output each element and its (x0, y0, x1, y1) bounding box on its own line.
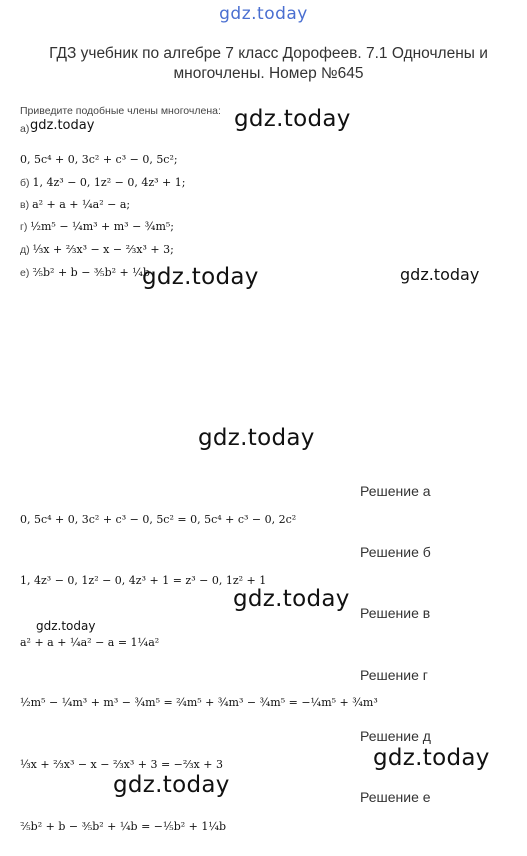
task-item (20, 220, 174, 233)
task-item-expression: ⅖b² + b − ⅗b² + ¼b (32, 266, 150, 279)
solution-title: Решение б (360, 544, 431, 560)
task-item-expression: ½m⁵ − ¼m³ + m³ − ¾m⁵; (30, 220, 175, 233)
task-item (20, 176, 185, 189)
solution-expression: ½m⁵ − ¼m³ + m³ − ¾m⁵ = ²⁄₄m⁵ + ¾m³ − ¾m⁵ = −¼m⁵ + ¾m³ (20, 696, 378, 709)
task-item-label: е) (20, 267, 30, 279)
task-item-expression: ⅓x + ⅔x³ − x − ⅔x³ + 3; (32, 243, 174, 256)
task-item-expression: a² + a + ¼a² − a; (32, 198, 131, 211)
task-item-label: д) (20, 244, 30, 256)
site-link[interactable]: gdz.today (219, 4, 308, 24)
watermark: gdz.today (233, 586, 350, 612)
page-title: ГДЗ учебник по алгебре 7 класс Дорофеев. 7.1 Одночлены и многочлены. Номер №645 (49, 45, 488, 82)
task-item-label: г) (20, 221, 28, 233)
solution-title: Решение а (360, 483, 431, 499)
solution-expression: ⅓x + ⅔x³ − x − ⅔x³ + 3 = −⅔x + 3 (20, 758, 223, 771)
task-item (20, 266, 150, 279)
task-item (20, 243, 174, 256)
task-item-expression: 1, 4z³ − 0, 1z² − 0, 4z³ + 1; (32, 176, 186, 189)
task-item-label: б) (20, 177, 30, 189)
solution-expression: 0, 5c⁴ + 0, 3c² + c³ − 0, 5c² = 0, 5c⁴ + c³ − 0, 2c² (20, 513, 297, 526)
solution-title: Решение д (360, 728, 431, 744)
task-item (20, 198, 130, 211)
task-item-label: в) (20, 199, 30, 211)
watermark: gdz.today (400, 265, 480, 284)
task-a-expression: 0, 5c⁴ + 0, 3c² + c³ − 0, 5c²; (20, 153, 178, 166)
solution-title: Решение в (360, 605, 431, 621)
watermark: gdz.today (234, 106, 351, 132)
solution-expression: 1, 4z³ − 0, 1z² − 0, 4z³ + 1 = z³ − 0, 1z² + 1 (20, 574, 267, 587)
task-a-label: а) (20, 123, 30, 135)
solution-title: Решение е (360, 789, 431, 805)
solution-expression: a² + a + ¼a² − a = 1¼a² (20, 636, 160, 649)
task-intro: Приведите подобные члены многочлена: (20, 105, 221, 117)
watermark: gdz.today (113, 772, 230, 798)
solution-title: Решение г (360, 667, 428, 683)
watermark: gdz.today (36, 619, 96, 633)
watermark: gdz.today (142, 264, 259, 290)
watermark: gdz.today (373, 745, 490, 771)
solution-expression: ⅖b² + b − ⅗b² + ¼b = −⅕b² + 1¼b (20, 820, 227, 833)
watermark: gdz.today (30, 118, 95, 133)
watermark: gdz.today (198, 425, 315, 451)
